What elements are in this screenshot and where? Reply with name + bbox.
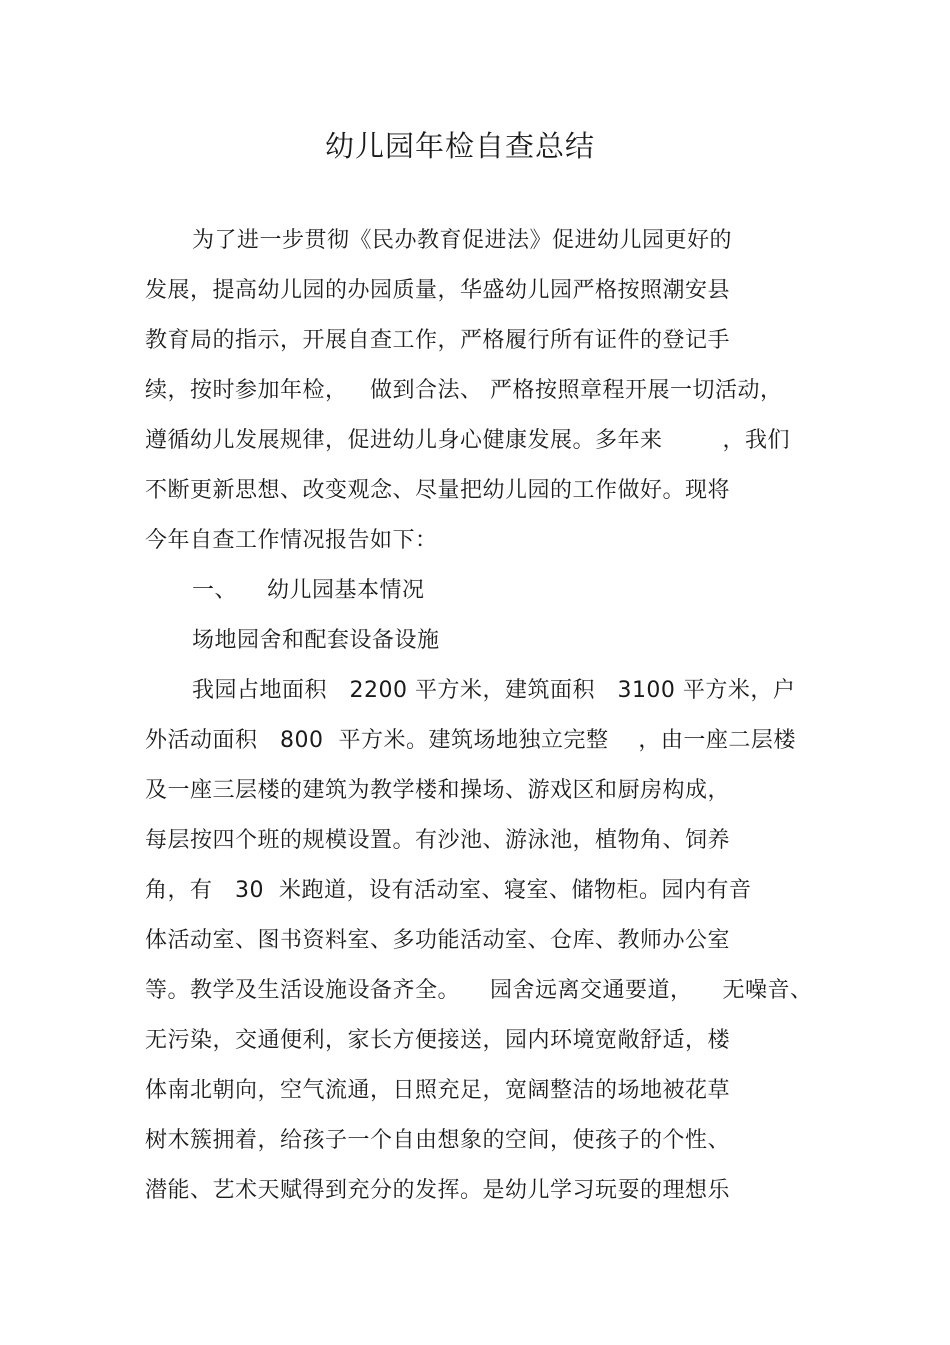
subsection-heading: 场地园舍和配套设备设施 — [192, 628, 440, 653]
paragraph-line: 每层按四个班的规模设置。有沙池、游泳池，植物角、饲养 — [145, 828, 731, 853]
paragraph-line: 教育局的指示，开展自查工作，严格履行所有证件的登记手 — [145, 328, 731, 353]
paragraph-line: 体活动室、图书资料室、多功能活动室、仓库、教师办公室 — [145, 928, 731, 953]
paragraph-line: 体南北朝向，空气流通，日照充足，宽阔整洁的场地被花草 — [145, 1078, 731, 1103]
paragraph-line: 潜能、艺术天赋得到充分的发挥。是幼儿学习玩耍的理想乐 — [145, 1178, 731, 1203]
paragraph-line: 无污染，交通便利，家长方便接送，园内环境宽敞舒适，楼 — [145, 1028, 731, 1053]
paragraph-line: 为了进一步贯彻《民办教育促进法》促进幼儿园更好的 — [192, 228, 733, 253]
paragraph-line: 树木簇拥着，给孩子一个自由想象的空间，使孩子的个性、 — [145, 1128, 731, 1153]
paragraph-line: 我园占地面积 2200 平方米，建筑面积 3100 平方米，户 — [192, 678, 796, 703]
section-heading: 一、 幼儿园基本情况 — [192, 578, 425, 603]
paragraph-line: 发展，提高幼儿园的办园质量，华盛幼儿园严格按照潮安县 — [145, 278, 731, 303]
paragraph-line: 外活动面积 800 平方米。建筑场地独立完整 ，由一座二层楼 — [145, 728, 796, 753]
paragraph-line: 等。教学及生活设施设备齐全。 园舍远离交通要道， 无噪音、 — [145, 978, 813, 1003]
paragraph-line: 及一座三层楼的建筑为教学楼和操场、游戏区和厨房构成， — [145, 778, 731, 803]
paragraph-line: 遵循幼儿发展规律，促进幼儿身心健康发展。多年来 ，我们 — [145, 428, 790, 453]
paragraph-line: 续，按时参加年检， 做到合法、 严格按照章程开展一切活动， — [145, 378, 783, 403]
paragraph-line: 角，有 30 米跑道，设有活动室、寝室、储物柜。园内有音 — [145, 878, 752, 903]
document-title: 幼儿园年检自查总结 — [324, 129, 595, 163]
paragraph-line: 今年自查工作情况报告如下： — [145, 528, 438, 553]
paragraph-line: 不断更新思想、改变观念、尽量把幼儿园的工作做好。现将 — [145, 478, 731, 503]
